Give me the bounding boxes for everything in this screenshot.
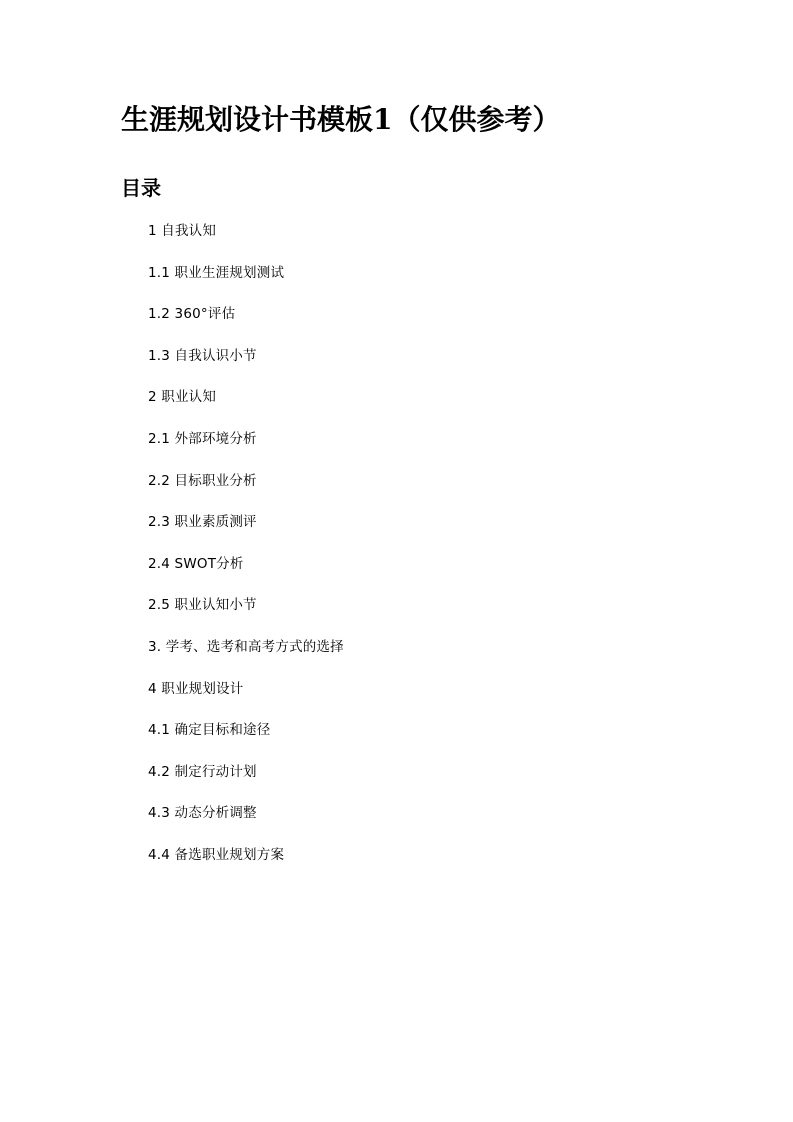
document-title: 生涯规划设计书模板1（仅供参考） (121, 103, 561, 136)
toc-item-2-2: 2.2 目标职业分析 (148, 472, 257, 489)
toc-item-4-4: 4.4 备选职业规划方案 (148, 846, 285, 863)
toc-item-4-1: 4.1 确定目标和途径 (148, 722, 271, 739)
toc-item-4: 4 职业规划设计 (148, 680, 244, 697)
toc-item-1-1: 1.1 职业生涯规划测试 (148, 264, 285, 281)
toc-item-4-3: 4.3 动态分析调整 (148, 805, 257, 822)
toc-item-2-3: 2.3 职业素质测评 (148, 514, 257, 531)
toc-heading: 目录 (121, 176, 161, 200)
toc-item-1-2: 1.2 360°评估 (148, 306, 236, 323)
toc-item-3: 3. 学考、选考和高考方式的选择 (148, 638, 344, 655)
toc-item-2-5: 2.5 职业认知小节 (148, 597, 257, 614)
table-of-contents (148, 220, 344, 886)
toc-item-2-1: 2.1 外部环境分析 (148, 430, 257, 447)
toc-item-1-3: 1.3 自我认识小节 (148, 347, 257, 364)
toc-item-4-2: 4.2 制定行动计划 (148, 763, 257, 780)
toc-item-2: 2 职业认知 (148, 389, 217, 406)
toc-item-2-4: 2.4 SWOT分析 (148, 555, 244, 572)
toc-item-1: 1 自我认知 (148, 223, 217, 239)
